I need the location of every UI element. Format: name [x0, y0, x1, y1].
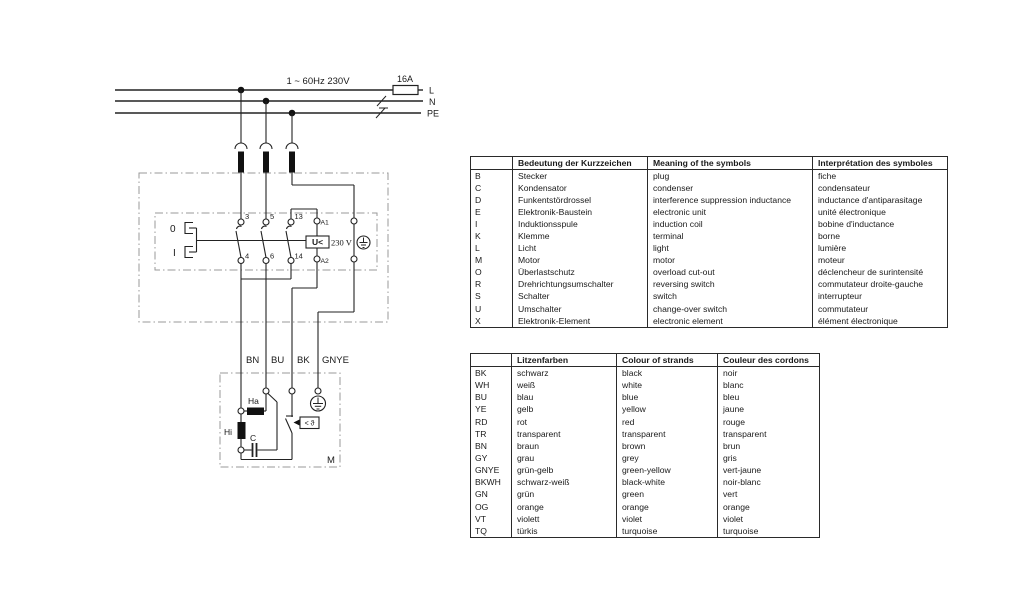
table-cell: rouge — [717, 416, 820, 428]
table-cell: OG — [475, 501, 489, 512]
table-cell: yellow — [616, 403, 717, 415]
table-cell: orange — [717, 501, 820, 513]
aux-winding-label: Ha — [248, 396, 259, 406]
table-cell: grau — [511, 452, 616, 464]
line-n-label: N — [429, 97, 436, 107]
terminal-13-label: 13 — [294, 212, 303, 221]
terminal-6-label: 6 — [270, 251, 275, 261]
table-cell: jaune — [717, 403, 820, 415]
table-cell: Elektronik-Element — [512, 315, 647, 327]
table-cell: RD — [475, 416, 488, 427]
table-cell: transparent — [717, 428, 820, 440]
table-cell: schwarz-weiß — [511, 476, 616, 488]
symbol-meaning-table — [470, 156, 948, 328]
table-cell: turquoise — [616, 525, 717, 537]
table-header-cell: Litzenfarben — [511, 354, 616, 367]
table-cell: TR — [475, 428, 487, 439]
table-cell: electronic element — [647, 315, 812, 327]
thermal-arrow — [294, 420, 300, 426]
table-cell: black — [616, 367, 717, 379]
table-cell: change-over switch — [647, 303, 812, 315]
enclosure-boxes — [139, 173, 388, 467]
table-cell: bleu — [717, 391, 820, 403]
aux-winding — [247, 408, 264, 416]
switch-earth-terminal — [351, 218, 370, 262]
table-cell: reversing switch — [647, 278, 812, 290]
table-cell: electronic unit — [647, 206, 812, 218]
table-cell: induction coil — [647, 218, 812, 230]
table-cell: Induktionsspule — [512, 218, 647, 230]
switch-unit-box — [139, 173, 388, 322]
main-winding — [238, 422, 246, 439]
table-cell: Elektronik-Baustein — [512, 206, 647, 218]
table-cell: switch — [647, 290, 812, 302]
line-l-label: L — [429, 85, 435, 96]
line-break-marks — [376, 96, 388, 118]
table-cell: blanc — [717, 379, 820, 391]
table-cell: BN — [475, 440, 487, 451]
table-header-cell: Bedeutung der Kurzzeichen — [512, 157, 647, 170]
motor-terminal-gnye — [315, 388, 321, 394]
table-cell: türkis — [511, 525, 616, 537]
table-cell: Überlastschutz — [512, 266, 647, 278]
wire-bn-label: BN — [246, 355, 260, 366]
terminal-14-label: 14 — [294, 251, 303, 261]
fuse-rating-label: 16A — [396, 74, 414, 84]
table-header-cell: Interprétation des symboles — [812, 157, 948, 170]
table-cell: condenser — [647, 182, 812, 194]
coil-label: U< — [311, 237, 324, 247]
table-cell: Drehrichtungsumschalter — [512, 278, 647, 290]
table-cell: Motor — [512, 254, 647, 266]
table-cell: GY — [475, 452, 488, 463]
table-cell: BK — [475, 368, 487, 378]
table-cell: grey — [616, 452, 717, 464]
table-cell: grün — [511, 488, 616, 500]
plug-connector — [235, 143, 298, 173]
table-cell: orange — [616, 501, 717, 513]
table-header-cell — [471, 354, 511, 367]
table-cell: YE — [475, 404, 487, 415]
table-cell: motor — [647, 254, 812, 266]
table-cell: green-yellow — [616, 464, 717, 476]
table-cell: R — [475, 279, 482, 290]
table-cell: commutateur droite-gauche — [812, 278, 948, 290]
table-cell: Umschalter — [512, 303, 647, 315]
table-cell: O — [475, 267, 482, 278]
table-cell: gelb — [511, 403, 616, 415]
main-winding-label: Hi — [224, 427, 233, 437]
table-cell: green — [616, 488, 717, 500]
table-cell: bobine d'inductance — [812, 218, 948, 230]
terminal-a1-label: A1 — [320, 219, 329, 227]
table-cell: U — [475, 303, 482, 314]
table-cell: grün-gelb — [511, 464, 616, 476]
table-cell: brown — [616, 440, 717, 452]
plug-pins — [238, 152, 295, 173]
table-cell: Schalter — [512, 290, 647, 302]
wire-bk-label: BK — [297, 355, 310, 366]
table-cell: white — [616, 379, 717, 391]
table-cell: interference suppression inductance — [647, 194, 812, 206]
table-cell: violet — [616, 513, 717, 525]
table-cell: noir — [717, 367, 820, 379]
table-cell: lumière — [812, 242, 948, 254]
table-cell: fiche — [812, 170, 948, 182]
table-cell: violet — [717, 513, 820, 525]
terminal-a2-label: A2 — [320, 258, 329, 265]
motor-label: M — [327, 455, 335, 466]
table-cell: noir-blanc — [717, 476, 820, 488]
table-header-cell — [471, 157, 512, 170]
table-cell: vert — [717, 488, 820, 500]
motor-box — [220, 373, 340, 467]
wire-gnye-label: GNYE — [322, 355, 349, 366]
table-cell: red — [616, 416, 717, 428]
table-cell: borne — [812, 230, 948, 242]
table-cell: turquoise — [717, 525, 820, 537]
switch-on-label: I — [173, 248, 176, 259]
table-header-cell: Meaning of the symbols — [647, 157, 812, 170]
strand-colour-table — [470, 353, 820, 538]
table-cell: Funkentstördrossel — [512, 194, 647, 206]
table-cell: overload cut-out — [647, 266, 812, 278]
table-cell: X — [475, 315, 481, 326]
table-cell: vert-jaune — [717, 464, 820, 476]
table-cell: rot — [511, 416, 616, 428]
table-cell: I — [475, 219, 478, 230]
table-cell: Stecker — [512, 170, 647, 182]
table-cell: orange — [511, 501, 616, 513]
wire-bu-label: BU — [271, 355, 285, 366]
fuse-symbol — [393, 86, 418, 95]
table-cell: commutateur — [812, 303, 948, 315]
table-cell: M — [475, 255, 483, 266]
switch-off-label: 0 — [170, 224, 176, 235]
table-cell: terminal — [647, 230, 812, 242]
table-cell: brun — [717, 440, 820, 452]
terminal-3-label: 3 — [245, 212, 250, 221]
table-cell: plug — [647, 170, 812, 182]
terminal-4-label: 4 — [245, 251, 250, 261]
motor-terminal-bk — [289, 388, 295, 394]
table-cell: condensateur — [812, 182, 948, 194]
terminal-5-label: 5 — [270, 212, 275, 221]
table-cell: unité électronique — [812, 206, 948, 218]
table-cell: E — [475, 207, 481, 218]
table-cell: gris — [717, 452, 820, 464]
table-cell: K — [475, 231, 481, 242]
capacitor — [244, 443, 277, 457]
capacitor-label: C — [250, 433, 257, 443]
table-header-cell: Colour of strands — [616, 354, 717, 367]
table-cell: interrupteur — [812, 290, 948, 302]
table-cell: TQ — [475, 525, 487, 536]
table-cell: C — [475, 183, 482, 194]
line-pe-label: PE — [427, 108, 440, 119]
table-cell: GNYE — [475, 465, 500, 476]
table-cell: schwarz — [511, 367, 616, 379]
thermal-label: < ϑ — [304, 420, 315, 428]
table-cell: blau — [511, 391, 616, 403]
table-cell: blue — [616, 391, 717, 403]
table-cell: élément électronique — [812, 315, 948, 327]
table-cell: BU — [475, 392, 487, 403]
table-cell: Licht — [512, 242, 647, 254]
motor-earth-terminal — [311, 396, 326, 411]
table-cell: S — [475, 291, 481, 302]
table-cell: light — [647, 242, 812, 254]
table-cell: transparent — [511, 428, 616, 440]
table-cell: moteur — [812, 254, 948, 266]
table-cell: inductance d'antiparasitage — [812, 194, 948, 206]
table-cell: transparent — [616, 428, 717, 440]
table-cell: Kondensator — [512, 182, 647, 194]
table-cell: déclencheur de surintensité — [812, 266, 948, 278]
table-cell: B — [475, 171, 481, 181]
table-cell: violett — [511, 513, 616, 525]
table-header-cell: Couleur des cordons — [717, 354, 820, 367]
table-cell: braun — [511, 440, 616, 452]
table-cell: Klemme — [512, 230, 647, 242]
table-cell: black-white — [616, 476, 717, 488]
motor-terminal-bn — [238, 408, 244, 414]
table-cell: WH — [475, 380, 490, 391]
table-cell: VT — [475, 513, 486, 524]
coil-voltage-label: 230 V — [331, 237, 352, 248]
table-cell: D — [475, 195, 482, 206]
table-cell: GN — [475, 489, 488, 500]
table-cell: L — [475, 243, 480, 254]
motor-terminal-bu — [263, 388, 269, 394]
supply-voltage-label: 1 ~ 60Hz 230V — [286, 76, 350, 87]
motor-feed-wires — [241, 262, 354, 408]
table-cell: BKWH — [475, 477, 501, 488]
table-cell: weiß — [511, 379, 616, 391]
